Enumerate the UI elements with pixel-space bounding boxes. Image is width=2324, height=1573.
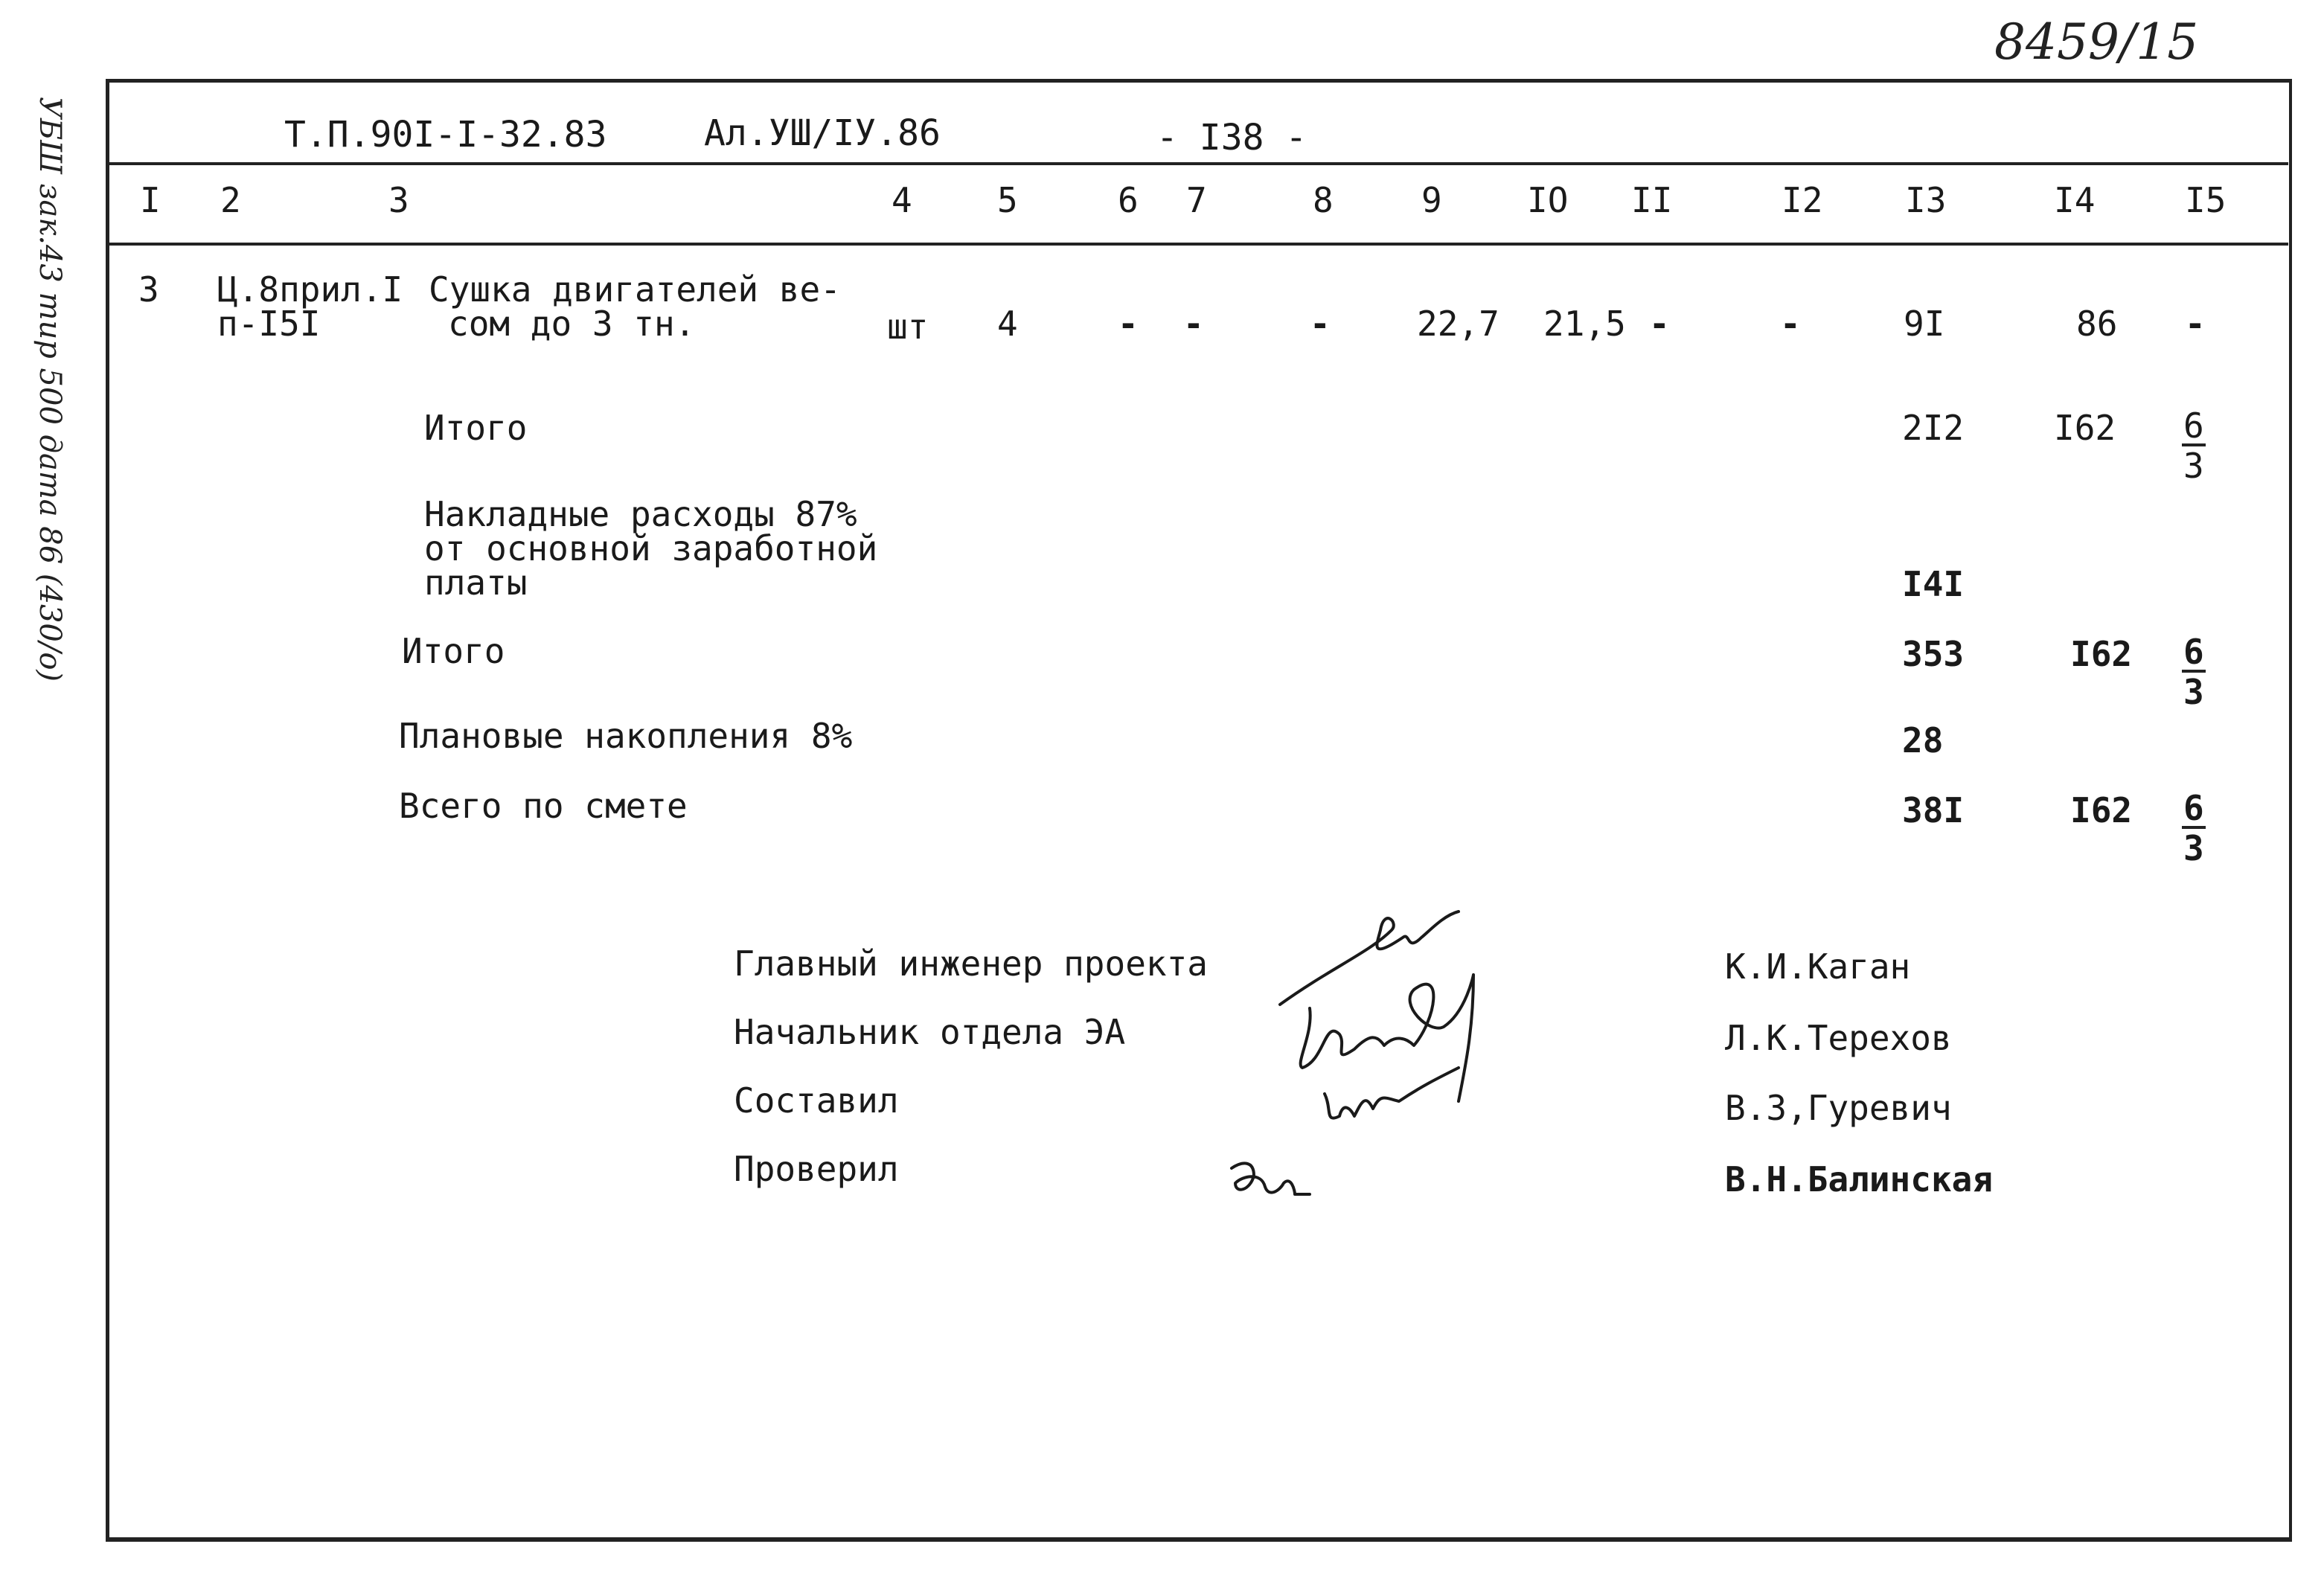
column-number: I bbox=[140, 180, 161, 220]
signatory-name: В.Н.Балинская bbox=[1725, 1159, 1994, 1199]
column-header-divider bbox=[109, 243, 2288, 246]
subtotal-c15-fraction bbox=[2182, 408, 2206, 485]
quantity: 4 bbox=[997, 304, 1018, 344]
cell-dash: - bbox=[2185, 304, 2206, 344]
document-code: Т.П.90І-І-32.83 bbox=[284, 114, 607, 156]
signature-role: Проверил bbox=[734, 1149, 899, 1189]
subtotal-label: Итого bbox=[402, 631, 505, 671]
subtotal-c15-fraction bbox=[2182, 634, 2206, 711]
header-divider bbox=[109, 162, 2288, 165]
handwritten-signatures bbox=[1220, 885, 1548, 1235]
column-number: I4 bbox=[2054, 180, 2096, 220]
fraction-denominator: 3 bbox=[2183, 446, 2204, 486]
fraction-numerator: 6 bbox=[2183, 406, 2204, 446]
norm-reference: Ц.8прил.І bbox=[217, 269, 403, 310]
page-number: - І38 - bbox=[1156, 117, 1307, 158]
fraction-numerator: 6 bbox=[2183, 632, 2204, 672]
planned-savings-label: Плановые накопления 8% bbox=[399, 716, 853, 756]
cell-dash: - bbox=[1310, 304, 1331, 344]
fraction-denominator: 3 bbox=[2183, 828, 2204, 868]
row-number: 3 bbox=[138, 269, 159, 310]
subtotal-c13: 353 bbox=[1902, 634, 1965, 674]
grand-total-c14: І62 bbox=[2070, 790, 2133, 830]
overhead-label-line3: платы bbox=[424, 563, 528, 603]
archive-number-note: 8459/15 bbox=[1994, 13, 2199, 71]
column-number: II bbox=[1631, 180, 1673, 220]
subtotal-c13: 2І2 bbox=[1902, 408, 1965, 448]
signatory-name: В.З,Гуревич bbox=[1725, 1088, 1952, 1128]
signature-role: Начальник отдела ЭА bbox=[734, 1012, 1126, 1052]
subtotal-label: Итого bbox=[424, 408, 528, 448]
overhead-label-line1: Накладные расходы 87% bbox=[424, 494, 857, 534]
side-print-note: УБШ зак.43 тир 500 дата 86 (430/о) bbox=[33, 97, 67, 682]
cell-value: 9І bbox=[1904, 304, 1945, 344]
fraction-denominator: 3 bbox=[2183, 672, 2204, 712]
work-description-cont: сом до 3 тн. bbox=[448, 304, 696, 344]
column-number: 3 bbox=[388, 180, 409, 220]
overhead-c13: І4І bbox=[1902, 564, 1965, 604]
grand-total-c15-fraction bbox=[2182, 790, 2206, 868]
column-number: 8 bbox=[1313, 180, 1334, 220]
grand-total-c13: 38І bbox=[1902, 790, 1965, 830]
planned-savings-c13: 28 bbox=[1902, 720, 1944, 760]
cell-value: 86 bbox=[2076, 304, 2118, 344]
signatory-name: Л.К.Терехов bbox=[1725, 1018, 1952, 1058]
fraction-numerator: 6 bbox=[2183, 788, 2204, 828]
cell-value: 22,7 bbox=[1417, 304, 1499, 344]
column-number: 4 bbox=[891, 180, 912, 220]
signature-department-head bbox=[1301, 975, 1473, 1101]
subtotal-c14: І62 bbox=[2054, 408, 2116, 448]
column-number: IO bbox=[1527, 180, 1569, 220]
cell-dash: - bbox=[1118, 304, 1139, 344]
column-number: 7 bbox=[1186, 180, 1207, 220]
signatory-name: К.И.Каган bbox=[1725, 946, 1911, 987]
cell-dash: - bbox=[1649, 304, 1670, 344]
column-number: I3 bbox=[1905, 180, 1947, 220]
signature-role: Составил bbox=[734, 1080, 899, 1121]
column-number: 2 bbox=[220, 180, 241, 220]
cell-dash: - bbox=[1780, 304, 1801, 344]
column-number: I5 bbox=[2185, 180, 2227, 220]
cell-value: 21,5 bbox=[1543, 304, 1626, 344]
column-number: 5 bbox=[997, 180, 1018, 220]
grand-total-label: Всего по смете bbox=[399, 786, 688, 826]
work-description: Сушка двигателей ве- bbox=[429, 269, 841, 310]
column-number: 6 bbox=[1118, 180, 1139, 220]
signature-role: Главный инженер проекта bbox=[734, 944, 1208, 984]
overhead-label-line2: от основной заработной bbox=[424, 528, 878, 568]
album-code: Ал.УШ/IУ.86 bbox=[704, 112, 941, 154]
signature-checker bbox=[1232, 1163, 1310, 1194]
unit: шт bbox=[887, 307, 929, 347]
signature-compiler bbox=[1325, 1068, 1459, 1118]
column-number: 9 bbox=[1421, 180, 1442, 220]
cell-dash: - bbox=[1183, 304, 1204, 344]
column-number: I2 bbox=[1782, 180, 1823, 220]
subtotal-c14: І62 bbox=[2070, 634, 2133, 674]
norm-reference-item: п-І5І bbox=[217, 304, 321, 344]
